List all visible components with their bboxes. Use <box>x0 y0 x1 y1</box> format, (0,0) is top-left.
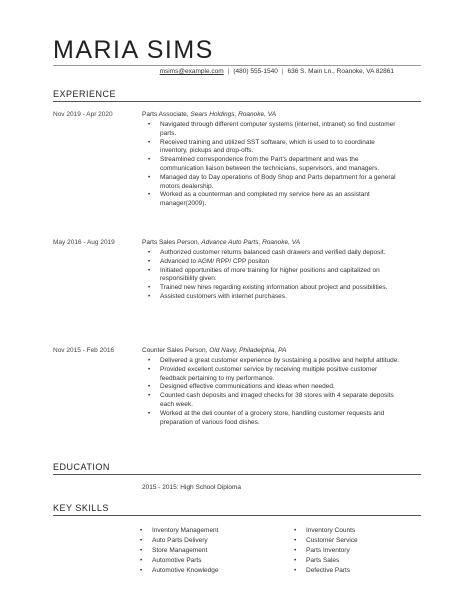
job-company: Advance Auto Parts, Roanoke, VA <box>201 239 301 246</box>
skill-item: • Inventory Management <box>140 526 219 536</box>
skill-item: • Auto Parts Delivery <box>140 536 219 546</box>
job-bullet: • Trained new hires regarding existing information about project and possibilities. <box>142 284 402 293</box>
job-title <box>142 239 300 246</box>
contact-line <box>160 68 394 75</box>
job-title <box>142 347 286 354</box>
job-bullet: • Worked at the deli counter of a grocery store, handling customer requests and preparation of various food dishes. <box>142 410 402 428</box>
address: 636 S. Main Ln., Roanoke, VA 82861 <box>287 68 394 75</box>
job-bullet: • Managed day to Day operations of Body Shop and Parts department for a general motors dealership. <box>142 174 402 192</box>
job-bullet: • Streamlined correspondence from the Part's department and was the communication liaison between the technicians, supervisors, and managers. <box>142 156 402 174</box>
job-title <box>142 111 276 118</box>
header-divider <box>53 65 421 66</box>
skills-heading: KEY SKILLS <box>53 503 109 513</box>
job-bullet: • Navigated through different computer systems (internet, intranet) so find customer parts. <box>142 121 402 139</box>
job-dates: Nov 2015 - Feb 2016 <box>53 347 115 354</box>
job-company: Old Navy, Philadelphia, PA <box>209 347 287 354</box>
skill-item: • Parts Sales <box>294 556 358 566</box>
skill-item: • Inventory Counts <box>294 526 358 536</box>
skill-item: • Store Management <box>140 546 219 556</box>
skill-item: • Automotive Knowledge <box>140 566 219 576</box>
job-bullets <box>142 121 402 209</box>
contact-separator: | <box>281 68 284 75</box>
email-link[interactable]: msims@example.com <box>159 68 224 75</box>
job-bullet: • Delivered a great customer experience by sustaining a positive and helpful attitude. <box>142 357 402 366</box>
experience-heading: EXPERIENCE <box>53 89 117 99</box>
job-position: Counter Sales Person, <box>142 347 208 354</box>
skill-item: • Customer Service <box>294 536 358 546</box>
skill-item: • Parts Inventory <box>294 546 358 556</box>
job-bullet: • Advanced to AGM/ RPP/ CPP positon <box>142 258 402 267</box>
skills-rule <box>53 515 421 516</box>
experience-rule <box>53 101 421 102</box>
job-dates: May 2016 - Aug 2019 <box>53 239 115 246</box>
skill-item: • Defective Parts <box>294 566 358 576</box>
job-bullets <box>142 249 402 302</box>
candidate-name: MARIA SIMS <box>53 36 214 64</box>
job-bullet: • Received training and utilized SST software, which is used to to coordinate inventory, pickups and drop-offs. <box>142 139 402 157</box>
job-position: Parts Sales Person, <box>142 239 200 246</box>
education-entry: 2015 - 2015: High School Diploma <box>142 484 242 491</box>
job-bullet: • Designed effective communications and ideas when needed. <box>142 383 402 392</box>
contact-separator: | <box>227 68 230 75</box>
job-bullet: • Authorized customer returns balanced cash drawers and verified daily deposit. <box>142 249 402 258</box>
skills-list-right <box>294 526 358 576</box>
education-heading: EDUCATION <box>53 462 110 472</box>
job-bullet: • Counted cash deposits and imaged checks for 38 stores with 4 separate deposits each week. <box>142 392 402 410</box>
skill-item: • Automotive Parts <box>140 556 219 566</box>
job-bullet: • Provided excellent customer service by receiving multiple positive customer feedback pertaining to my performance. <box>142 366 402 384</box>
job-bullet: • Worked as a counterman and completed my service here as an assistant manager(2009). <box>142 191 402 209</box>
education-rule <box>53 474 421 475</box>
job-position: Parts Associate, <box>142 111 189 118</box>
job-dates: Nov 2019 - Apr 2020 <box>53 111 113 118</box>
job-company: Sears Holdings, Roanoke, VA <box>190 111 277 118</box>
job-bullets <box>142 357 402 427</box>
job-bullet: • Initiated opportunities of more training for higher positions and capitalized on responsibility given. <box>142 267 402 285</box>
skills-list-left <box>140 526 219 576</box>
job-bullet: • Assisted customers with internet purchases. <box>142 293 402 302</box>
phone-number: (480) 555-1540 <box>233 68 278 75</box>
